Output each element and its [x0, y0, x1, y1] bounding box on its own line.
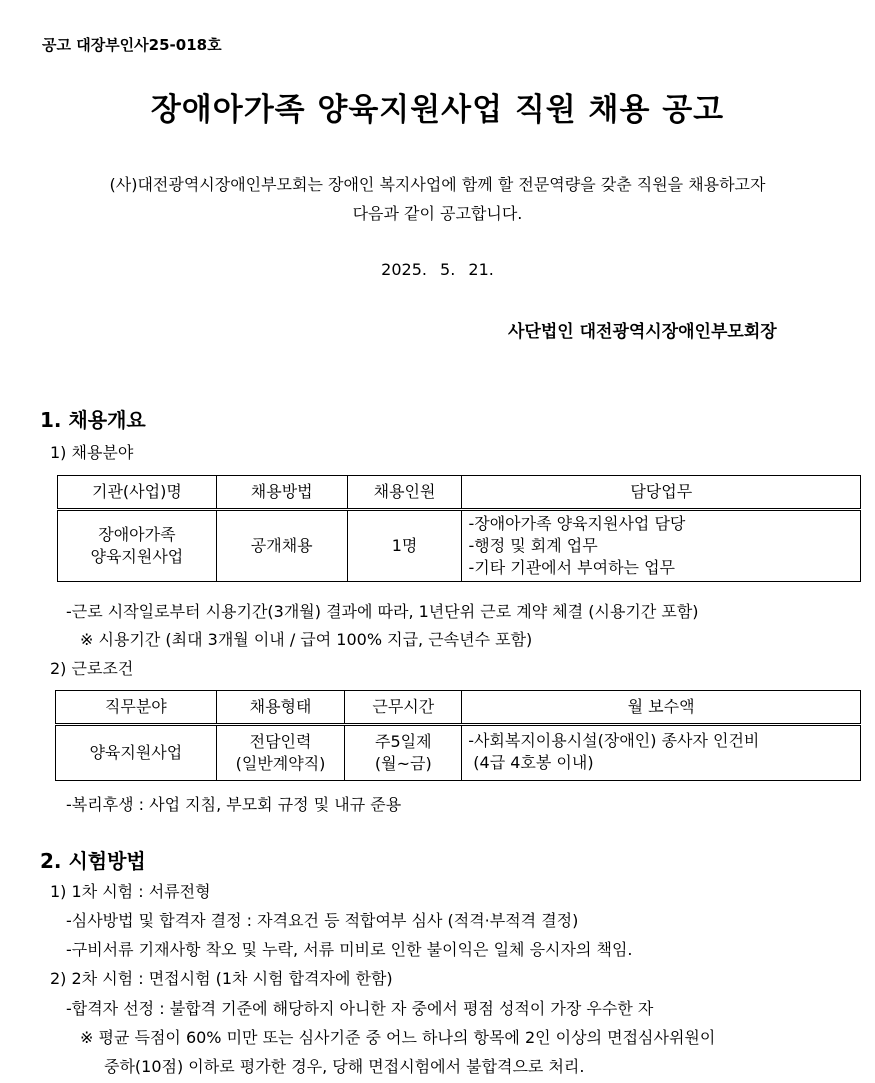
welfare-note: -복리후생 : 사업 지침, 부모회 규정 및 내규 준용	[66, 795, 402, 814]
stage-1-label: 1) 1차 시험 : 서류전형	[50, 882, 211, 901]
duty-item: -장애아가족 양육지원사업 담당	[468, 514, 686, 533]
header-field: 직무분야	[56, 691, 217, 725]
stage-2-item: -합격자 선정 : 불합격 기준에 해당하지 아니한 자 중에서 평점 성적이 가장 우수한 자	[66, 999, 654, 1018]
duty-item: -기타 기관에서 부여하는 업무	[468, 558, 675, 577]
recruit-field-table	[57, 475, 861, 582]
type-cell	[216, 725, 345, 781]
table-header-row	[58, 476, 861, 510]
hours-line: 주5일제	[375, 732, 432, 751]
section-1-heading: 1. 채용개요	[40, 408, 146, 432]
stage-2-label: 2) 2차 시험 : 면접시험 (1차 시험 합격자에 한함)	[50, 969, 393, 988]
header-method: 채용방법	[216, 476, 347, 510]
intro-line-2: 다음과 같이 공고합니다.	[352, 204, 523, 223]
header-hours: 근무시간	[345, 691, 462, 725]
stage-2-note-line-1: ※ 평균 득점이 60% 미만 또는 심사기준 중 어느 하나의 항목에 2인 이상의 면접심사위원이	[80, 1028, 716, 1047]
org-cell	[58, 510, 217, 582]
section-2-heading: 2. 시험방법	[40, 849, 146, 873]
header-org: 기관(사업)명	[58, 476, 217, 510]
header-duties: 담당업무	[462, 476, 861, 510]
table-row	[58, 510, 861, 582]
pay-line: (4급 4호봉 이내)	[468, 753, 594, 772]
pay-cell	[462, 725, 861, 781]
hours-cell	[345, 725, 462, 781]
field-cell: 양육지원사업	[56, 725, 217, 781]
subsection-work-conditions: 2) 근로조건	[50, 659, 134, 678]
notice-number: 공고 대장부인사25-018호	[42, 36, 222, 54]
duties-cell	[462, 510, 861, 582]
probation-detail-note: ※ 시용기간 (최대 3개월 이내 / 급여 100% 지급, 근속년수 포함)	[80, 630, 533, 649]
pay-line: -사회복지이용시설(장애인) 종사자 인건비	[468, 731, 760, 750]
header-pay: 월 보수액	[462, 691, 861, 725]
table-row	[56, 725, 861, 781]
hours-line: (월~금)	[374, 754, 432, 773]
duty-item: -행정 및 회계 업무	[468, 536, 598, 555]
org-line: 양육지원사업	[90, 547, 184, 566]
page-title: 장애아가족 양육지원사업 직원 채용 공고	[150, 92, 725, 128]
work-conditions-table	[55, 690, 861, 781]
type-line: 전담인력	[249, 732, 312, 751]
type-line: (일반계약직)	[235, 754, 326, 773]
table-header-row	[56, 691, 861, 725]
subsection-recruit-field: 1) 채용분야	[50, 443, 134, 462]
org-line: 장애아가족	[98, 525, 176, 544]
method-cell: 공개채용	[216, 510, 347, 582]
notice-date: 2025. 5. 21.	[381, 260, 494, 279]
header-headcount: 채용인원	[347, 476, 462, 510]
intro-line-1: (사)대전광역시장애인부모회는 장애인 복지사업에 함께 할 전문역량을 갖춘 직원을 채용하고자	[109, 175, 766, 194]
stage-1-item: -심사방법 및 합격자 결정 : 자격요건 등 적합여부 심사 (적격·부적격 결정)	[66, 911, 579, 930]
headcount-cell: 1명	[347, 510, 462, 582]
signer: 사단법인 대전광역시장애인부모회장	[508, 322, 777, 342]
header-type: 채용형태	[216, 691, 345, 725]
stage-2-note-line-2: 중하(10점) 이하로 평가한 경우, 당해 면접시험에서 불합격으로 처리.	[104, 1057, 585, 1076]
probation-note: -근로 시작일로부터 시용기간(3개월) 결과에 따라, 1년단위 근로 계약 체결 (시용기간 포함)	[66, 602, 699, 621]
stage-1-item: -구비서류 기재사항 착오 및 누락, 서류 미비로 인한 불이익은 일체 응시자의 책임.	[66, 940, 633, 959]
